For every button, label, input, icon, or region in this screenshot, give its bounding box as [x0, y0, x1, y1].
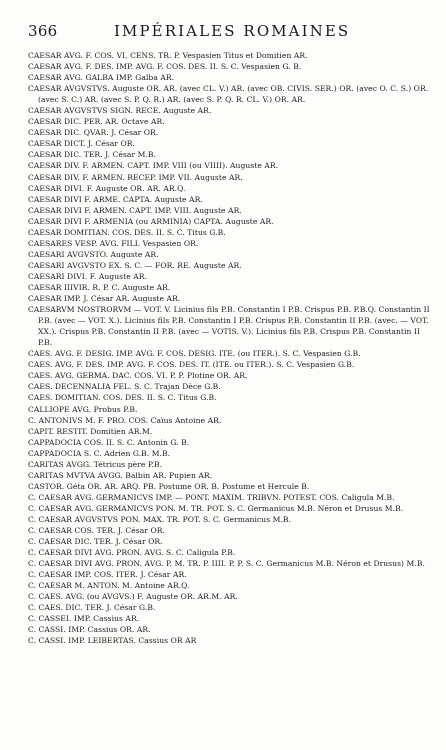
list-item: CASTOR. Géta OR. AR. ARQ. PB. Postume OR. B. Postume et Hercule B.	[28, 481, 310, 491]
list-item: C. CASSI. IMP. Cassius OR. AR.	[28, 625, 151, 635]
list-item: CAESARI AVGVSTO. Auguste AR.	[28, 249, 159, 259]
list-item: CAESAR DIC. TER. J. César M.B.	[28, 150, 157, 160]
list-item: CAESAR DIV. F. ARMEN. CAPT. IMP. VIII (ou VIIII). Auguste AR.	[28, 161, 279, 171]
list-item: CAESAR DICT. J. César OR.	[28, 139, 135, 149]
list-item: C. CAESAR DIC. TER. J. César OR.	[28, 537, 163, 547]
list-item: CALLIOPE AVG. Probus P.B.	[28, 404, 138, 414]
list-item: CAESAR AVG. GALBA IMP. Galba AR.	[28, 73, 175, 83]
list-item: CAES. AVG. GERMA. DAC. COS. VI. P. P. Plotine OR. AR.	[28, 371, 248, 381]
page-header	[28, 22, 432, 42]
list-item: C. CAESAR M. ANTON. M. Antoine AR.Q.	[28, 581, 190, 591]
list-item: CAESAR AVG. F. COS. VI. CENS. TR. P. Vespasien Titus et Domitien AR.	[28, 51, 308, 60]
list-item: C. CASSI. IMP. LEIBERTAS. Cassius OR AR	[28, 636, 197, 646]
list-item: C. CAESAR COS. TER. J. César OR.	[28, 526, 165, 536]
list-item: CAPPADOCIA S. C. Adrien G.B. M.B.	[28, 448, 171, 458]
list-item: CAESAR IIIVIR. R. P. C. Auguste AR.	[28, 282, 171, 292]
list-item: CAESAR DIC. QVAR. J. César OR.	[28, 128, 159, 138]
list-item: C. CAESAR IMP. COS. ITER. J. César AR.	[28, 570, 187, 580]
list-item: CAPIT. RESTIT. Domitien AR.M.	[28, 426, 153, 436]
list-item: C. ANTONIVS M. F. PRO. COS. Caïus Antoine AR.	[28, 415, 222, 425]
list-item: CAESAR DIVI. F. Auguste OR. AR. AR.Q.	[28, 183, 186, 193]
list-item: CAESAR DOMITIAN. COS. DES. II. S. C. Titus G.B.	[28, 227, 226, 237]
list-item: CAESARI AVGVSTO EX. S. C. — FOR. RE. Auguste AR.	[28, 260, 242, 270]
list-item: C. CAESAR AVG. GERMANICVS PON. M. TR. POT. S. C. Germanicus M.B. Néron et Drusus M.B.	[28, 503, 404, 513]
list-item: C. CAES. AVG. (ou AVGVS.) F. Auguste OR. AR.M. AR.	[28, 592, 238, 602]
entry-list	[28, 50, 434, 647]
list-item: CAES. DECENNALIA FEL. S. C. Trajan Dèce G.B.	[28, 382, 221, 392]
page-number: 366	[28, 22, 58, 40]
list-item: CAESAR AVGVSTVS. Auguste OR. AR. (avec CL. V.) AR. (avec OB. CIVIS. SER.) OR. (avec O. C. S.) OR. (avec S. C.) AR. (avec S. P. Q. R.) AR. (avec S. P. Q. R. CL. V.) OR. AR.	[28, 84, 429, 105]
list-item: CAESARI DIVI. F. Auguste AR.	[28, 271, 147, 281]
running-title: IMPÉRIALES ROMAINES	[114, 22, 351, 40]
list-item: CAES. AVG. F. DES. IMP. AVG. F. COS. DES. IT. (ITE. ou ITER.). S. C. Vespasien G.B.	[28, 360, 355, 370]
list-item: CAESARVM NOSTRORVM — VOT. V. Licinius fils P.B. Constantin I P.B. Crispus P.B. P.B.Q. Constantin II P.B. (avec — VOT. X.). Licinius fils P.B. Constantin I P.B. Crispus P.B. Constantin II P.B. (avec. — VOT. XX.). Crispus P.B. Constantin II P.B. (avec — VOTIS. V.). Licinius fils P.B. Crispus P.B. Constantin II P.B.	[28, 305, 430, 348]
list-item: C. CAESAR AVG. GERMANICVS IMP. — PONT. MAXIM. TRIBVN. POTEST. COS. Caligula M.B.	[28, 492, 395, 502]
list-item: CAESAR DIVI F. ARMEN. CAPT. IMP. VIII. Auguste AR.	[28, 205, 242, 215]
list-item: CAESAR DIVI F. ARME. CAPTA. Auguste AR.	[28, 194, 203, 204]
list-item: CAES. DOMITIAN. COS. DES. II. S. C. Titus G.B.	[28, 393, 217, 403]
list-item: C. CAESAR AVGVSTVS PON. MAX. TR. POT. S. C. Germanicus M.B.	[28, 514, 292, 524]
list-item: CAESAR DIVI F. ARMENIA (ou ARMINIA) CAPTA. Auguste AR.	[28, 216, 274, 226]
list-item: C. CAESAR DIVI AVG. PRON. AVG. P. M. TR. P. IIII. P. P. S. C. Germanicus M.B. Néron et Drusus) M.B.	[28, 559, 425, 569]
list-item: CAES. AVG. F. DESIG. IMP. AVG. F. COS. DESIG. ITE. (ou ITER.). S. C. Vespasien G.B.	[28, 349, 361, 359]
list-item: CAESAR DIV. F. ARMEN. RECEP. IMP. VII. Auguste AR.	[28, 172, 243, 182]
list-item: CARITAS AVGG. Tétricus père P.B.	[28, 459, 163, 469]
list-item: C. CAES. DIC. TER. J. César G.B.	[28, 603, 156, 613]
list-item: C. CASSEI. IMP. Cassius AR.	[28, 614, 140, 624]
list-item: CARITAS MVTVA AVGG. Balbin AR. Pupien AR.	[28, 470, 213, 480]
list-item: CAESAR DIC. PER. AR. Octave AR.	[28, 117, 165, 127]
list-item: CAESAR IMP. J. César AR. Auguste AR.	[28, 294, 181, 304]
list-item: CAPPADOCIA COS. II. S. C. Antonin G. B.	[28, 437, 190, 447]
list-item: CAESAR AVGVSTVS SIGN. RECE. Auguste AR.	[28, 106, 212, 116]
list-item: CAESARES VESP. AVG. FILI. Vespasien OR.	[28, 238, 199, 248]
list-item: C. CAESAR DIVI AVG. PRON. AVG. S. C. Caligula P.B.	[28, 548, 236, 558]
list-item: CAESAR AVG. F. DES. IMP. AVG. F. COS. DES. II. S. C. Vespasien G. B.	[28, 62, 302, 72]
